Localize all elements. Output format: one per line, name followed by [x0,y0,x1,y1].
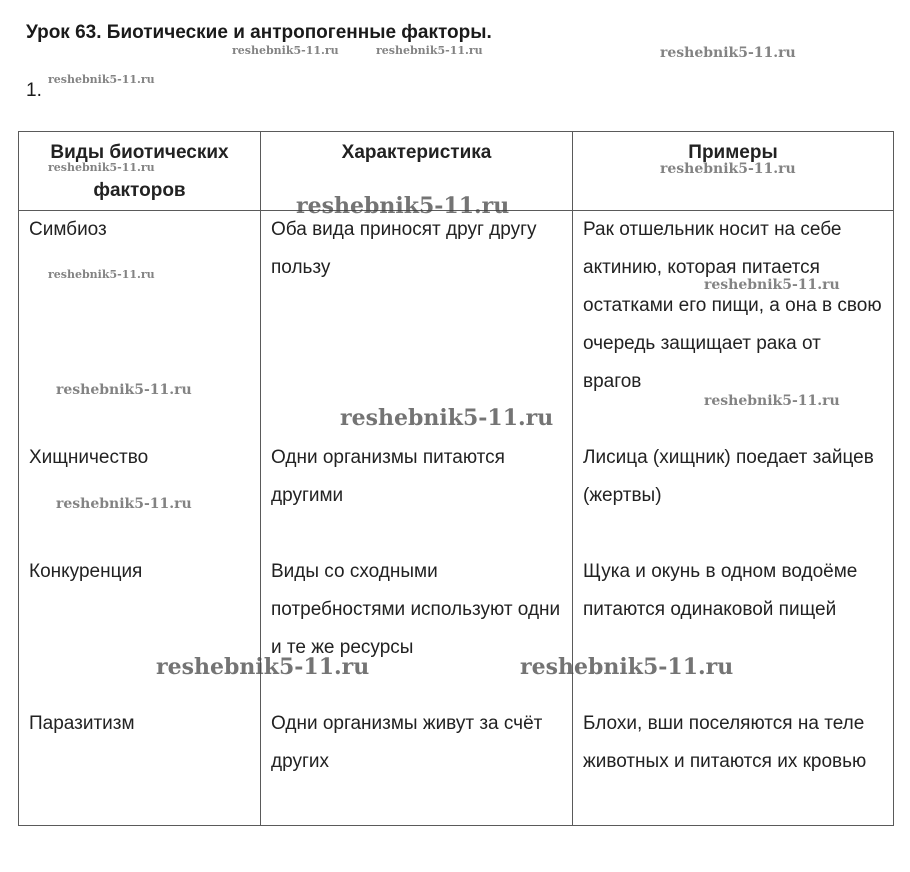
cell-example: Лисица (хищник) поедает зайцев (жертвы) [573,439,894,553]
watermark: reshebnik5-11.ru [660,161,796,177]
watermark: reshebnik5-11.ru [704,277,840,293]
watermark: reshebnik5-11.ru [296,193,510,219]
header-characteristic: Характеристика [261,132,573,211]
cell-characteristic: Оба вида приносят друг другу пользу [261,211,573,440]
cell-factor: Паразитизм [19,705,261,826]
watermark: reshebnik5-11.ru [56,382,192,398]
table-row [19,439,894,553]
cell-example: Щука и окунь в одном водоёме питаются одинаковой пищей [573,553,894,705]
watermark: reshebnik5-11.ru [232,44,339,57]
task-number: 1. [26,80,42,101]
watermark: reshebnik5-11.ru [48,73,155,86]
cell-factor: Хищничество [19,439,261,553]
biotic-factors-table [18,131,894,826]
page-title: Урок 63. Биотические и антропогенные факторы. [26,22,492,43]
watermark: reshebnik5-11.ru [48,161,155,174]
watermark: reshebnik5-11.ru [156,654,370,680]
cell-example: Рак отшельник носит на себе актинию, которая питается остатками его пищи, а она в свою очередь защищает рака от врагов [573,211,894,440]
cell-characteristic: Одни организмы живут за счёт других [261,705,573,826]
watermark: reshebnik5-11.ru [56,496,192,512]
watermark: reshebnik5-11.ru [340,405,554,431]
watermark: reshebnik5-11.ru [704,393,840,409]
cell-factor: Симбиоз [19,211,261,440]
cell-characteristic: Одни организмы питаются другими [261,439,573,553]
watermark: reshebnik5-11.ru [660,45,796,61]
cell-example: Блохи, вши поселяются на теле животных и питаются их кровью [573,705,894,826]
table-row [19,553,894,705]
header-examples: Примеры [573,132,894,211]
watermark: reshebnik5-11.ru [520,654,734,680]
table-row [19,705,894,826]
cell-factor: Конкуренция [19,553,261,705]
watermark: reshebnik5-11.ru [48,268,155,281]
header-factor-types: Виды биотических факторов [19,132,261,211]
cell-characteristic: Виды со сходными потребностями используют одни и те же ресурсы [261,553,573,705]
watermark: reshebnik5-11.ru [376,44,483,57]
table-header-row [19,132,894,211]
table-row [19,211,894,440]
